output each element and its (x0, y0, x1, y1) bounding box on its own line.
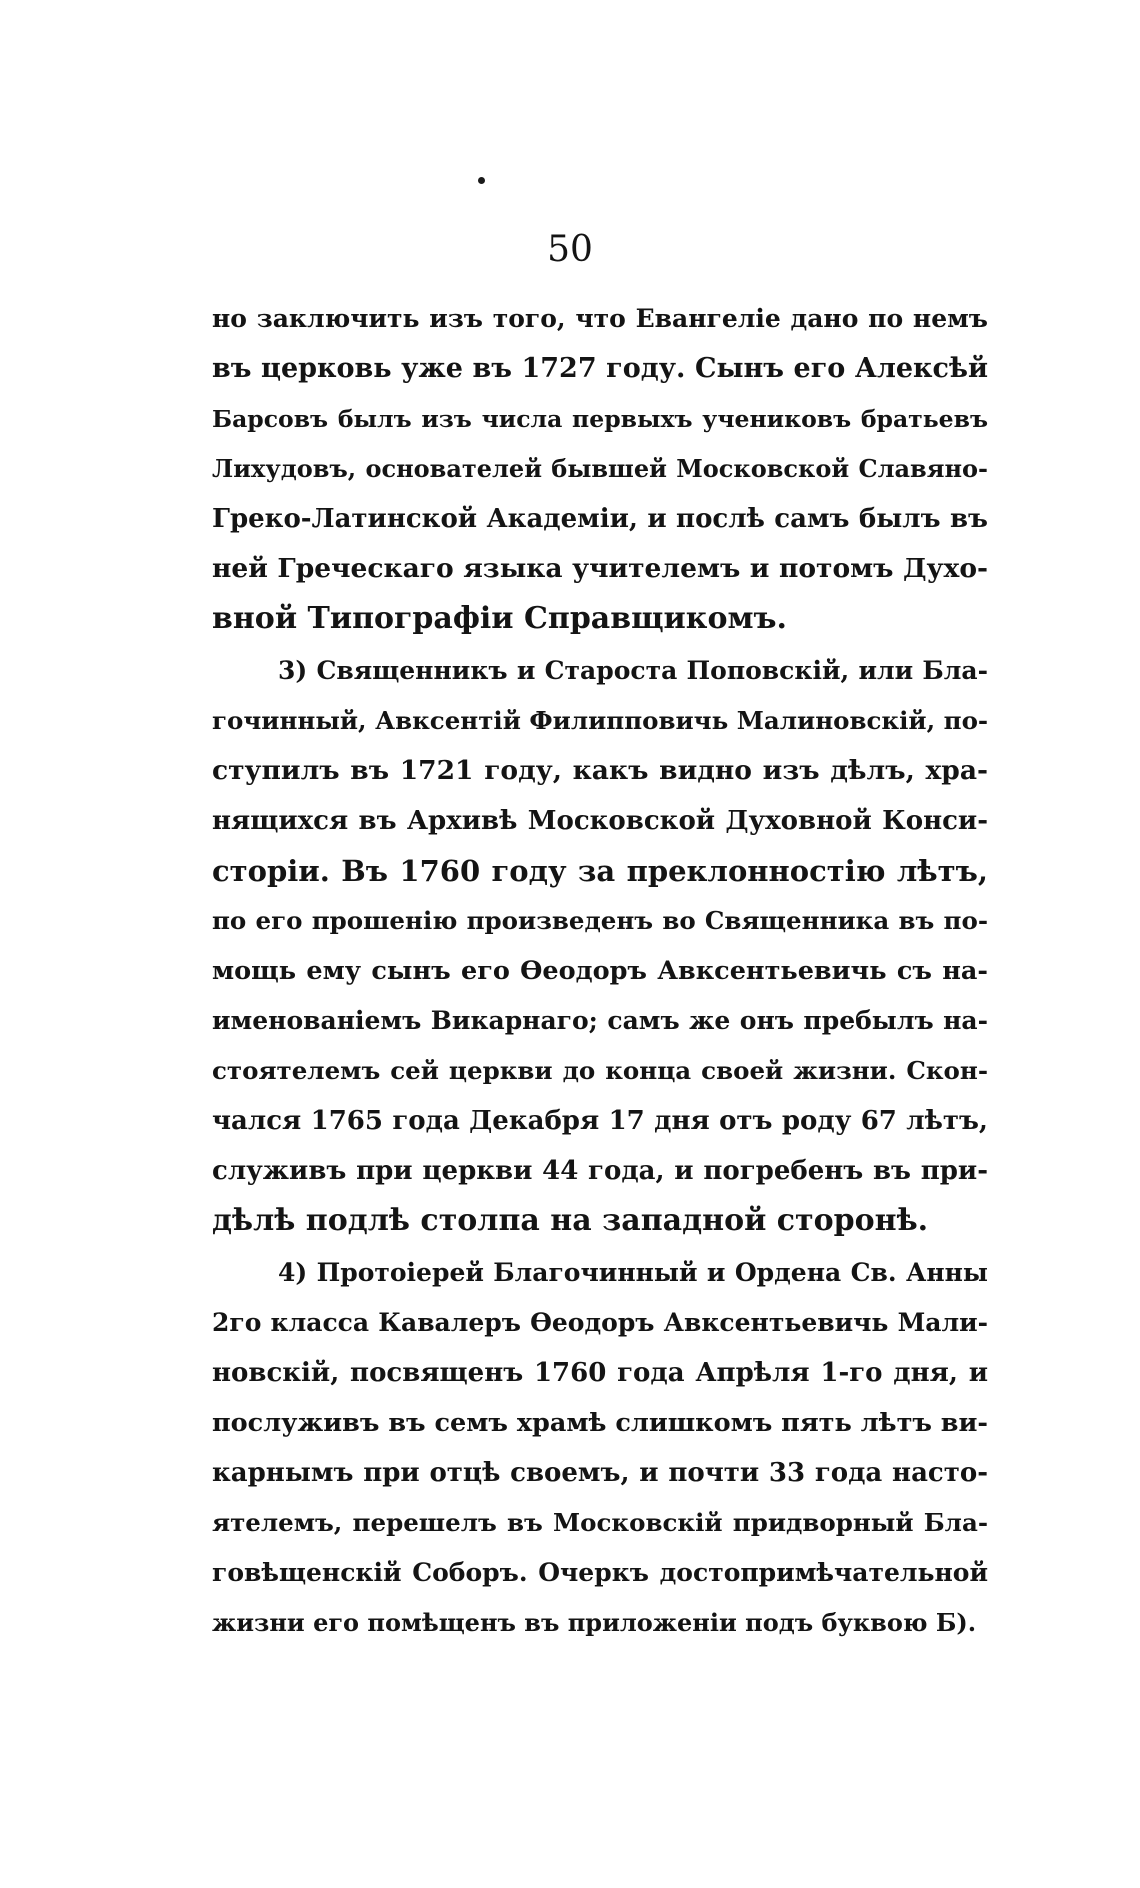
text-line: 2го класса Кавалеръ Ѳеодоръ Авксентьевичь Мали- (212, 1308, 988, 1337)
text-line: вной Типографіи Справщикомъ. (212, 601, 787, 636)
text-line: служивъ при церкви 44 года, и погребенъ въ при- (212, 1156, 988, 1186)
text-line: гочинный, Авксентій Филипповичь Малиновскій, по- (212, 706, 988, 735)
text-line: мощь ему сынъ его Ѳеодоръ Авксентьевичь съ на- (212, 956, 988, 986)
text-line: нящихся въ Архивѣ Московской Духовной Конси- (212, 806, 988, 836)
text-line: новскій, посвященъ 1760 года Апрѣля 1-го дня, и (212, 1358, 988, 1388)
text-line: ней Греческаго языка учителемъ и потомъ Духо- (212, 553, 988, 584)
text-line: Греко-Латинской Академіи, и послѣ самъ былъ въ (212, 504, 988, 534)
text-line: ступилъ въ 1721 году, какъ видно изъ дѣлъ, хра- (212, 755, 988, 786)
page-number: 50 (547, 229, 593, 270)
text-line: жизни его помѣщенъ въ приложеніи подъ буквою Б). (212, 1608, 977, 1637)
text-line: Барсовъ былъ изъ числа первыхъ учениковъ братьевъ (212, 405, 988, 433)
ink-speck (478, 177, 485, 184)
text-line: стоятелемъ сей церкви до конца своей жизни. Скон- (212, 1056, 988, 1085)
text-line: 4) Протоіерей Благочинный и Ордена Св. Анны (278, 1258, 988, 1287)
text-line: но заключить изъ того, что Евангеліе дано по немъ (212, 304, 988, 333)
text-line: говѣщенскій Соборъ. Очеркъ достопримѣчательной (212, 1558, 988, 1587)
text-line: Лихудовъ, основателей бывшей Московской Славяно- (212, 454, 988, 483)
text-line: въ церковь уже въ 1727 году. Сынъ его Алексѣй (212, 353, 988, 384)
text-line: ятелемъ, перешелъ въ Московскій придворный Бла- (212, 1508, 988, 1537)
text-line: послуживъ въ семъ храмѣ слишкомъ пять лѣтъ ви- (212, 1408, 988, 1438)
text-line: чался 1765 года Декабря 17 дня отъ роду 67 лѣтъ, (212, 1106, 988, 1136)
text-line: по его прошенію произведенъ во Священника въ по- (212, 906, 988, 935)
text-line: именованіемъ Викарнаго; самъ же онъ пребылъ на- (212, 1006, 988, 1035)
text-line: дѣлѣ подлѣ столпа на западной сторонѣ. (212, 1203, 929, 1238)
text-line: карнымъ при отцѣ своемъ, и почти 33 года насто- (212, 1458, 988, 1488)
text-line: сторіи. Въ 1760 году за преклонностію лѣтъ, (212, 854, 988, 888)
text-line: 3) Священникъ и Староста Поповскій, или Бла- (278, 656, 988, 685)
